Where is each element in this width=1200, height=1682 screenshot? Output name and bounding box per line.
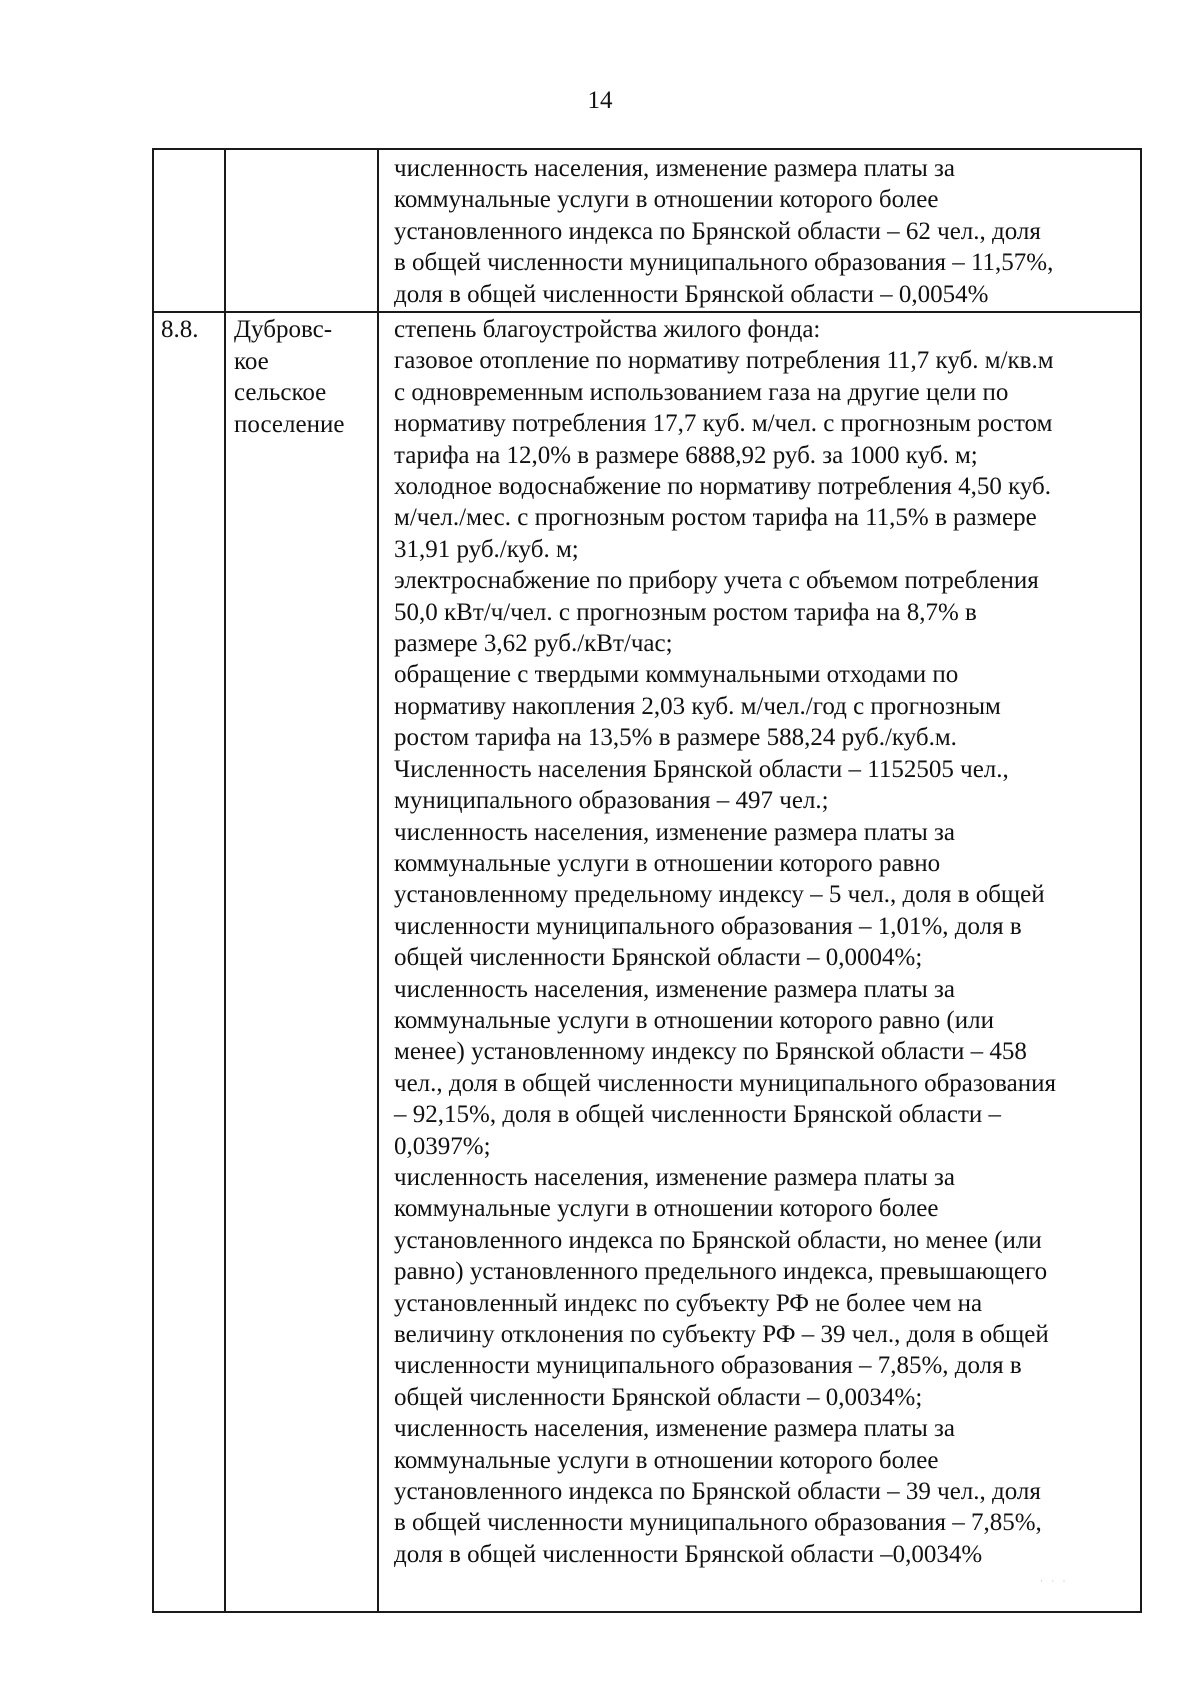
text-line: менее) установленному индексу по Брянской области – 458: [394, 1038, 1027, 1066]
page-number: 14: [587, 87, 613, 114]
text-line: доля в общей численности Брянской области – 0,0054%: [394, 280, 989, 308]
text-line: коммунальные услуги в отношении которого более: [394, 1195, 939, 1223]
text-line: обращение с твердыми коммунальными отходами по: [394, 661, 959, 689]
scan-speck: · · ·: [1040, 1576, 1069, 1586]
text-line: нормативу накопления 2,03 куб. м/чел./год с прогнозным: [394, 692, 1001, 720]
text-line: электроснабжение по прибору учета с объемом потребления: [394, 567, 1039, 595]
text-line: – 92,15%, доля в общей численности Брянской области –: [394, 1101, 1001, 1129]
text-line: газовое отопление по нормативу потребления 11,7 куб. м/кв.м: [394, 347, 1054, 375]
text-line: установленному предельному индексу – 5 чел., доля в общей: [394, 881, 1045, 909]
column-divider: [224, 150, 226, 1611]
name-line: поселение: [234, 410, 345, 438]
text-line: численность населения, изменение размера платы за: [394, 1163, 955, 1191]
text-line: в общей численности муниципального образования – 11,57%,: [394, 249, 1054, 277]
text-line: установленный индекс по субъекту РФ не более чем на: [394, 1289, 983, 1317]
text-line: численности муниципального образования – 1,01%, доля в: [394, 912, 1022, 940]
text-line: равно) установленного предельного индекса, превышающего: [394, 1258, 1048, 1286]
text-line: в общей численности муниципального образования – 7,85%,: [394, 1509, 1042, 1537]
continuation-row-content: [394, 153, 1053, 310]
column-divider: [377, 150, 379, 1611]
text-line: 31,91 руб./куб. м;: [394, 535, 579, 563]
name-line: сельское: [234, 379, 327, 406]
text-line: коммунальные услуги в отношении которого более: [394, 186, 939, 214]
text-line: степень благоустройства жилого фонда:: [394, 316, 821, 343]
text-line: 0,0397%;: [394, 1132, 491, 1160]
text-line: общей численности Брянской области – 0,0034%;: [394, 1383, 923, 1411]
text-line: величину отклонения по субъекту РФ – 39 чел., доля в общей: [394, 1321, 1049, 1348]
text-line: численность населения, изменение размера платы за: [394, 1415, 955, 1443]
text-line: 50,0 кВт/ч/чел. с прогнозным ростом тарифа на 8,7% в: [394, 598, 977, 626]
name-line: кое: [234, 347, 269, 375]
data-table: [152, 148, 1142, 1613]
row-divider: [154, 311, 1140, 313]
text-line: общей численности Брянской области – 0,0004%;: [394, 944, 923, 972]
text-line: коммунальные услуги в отношении которого более: [394, 1446, 939, 1474]
text-line: нормативу потребления 17,7 куб. м/чел. с прогнозным ростом: [394, 410, 1053, 438]
text-line: м/чел./мес. с прогнозным ростом тарифа на 11,5% в размере: [394, 504, 1037, 532]
settlement-description: [394, 314, 1056, 1570]
text-line: тарифа на 12,0% в размере 6888,92 руб. за 1000 куб. м;: [394, 441, 978, 469]
text-line: с одновременным использованием газа на другие цели по: [394, 378, 1009, 406]
text-line: муниципального образования – 497 чел.;: [394, 787, 829, 815]
text-line: ростом тарифа на 13,5% в размере 588,24 руб./куб.м.: [394, 724, 957, 752]
settlement-name: [234, 314, 344, 440]
text-line: холодное водоснабжение по нормативу потребления 4,50 куб.: [394, 473, 1052, 501]
row-number: 8.8.: [161, 316, 199, 343]
text-line: установленного индекса по Брянской области – 39 чел., доля: [394, 1478, 1041, 1506]
text-line: установленного индекса по Брянской области – 62 чел., доля: [394, 217, 1041, 245]
text-line: коммунальные услуги в отношении которого равно (или: [394, 1006, 994, 1034]
text-line: коммунальные услуги в отношении которого равно: [394, 849, 941, 877]
text-line: численность населения, изменение размера платы за: [394, 818, 955, 846]
name-line: Дубровс-: [234, 316, 333, 343]
text-line: размере 3,62 руб./кВт/час;: [394, 630, 673, 658]
text-line: Численность населения Брянской области – 1152505 чел.,: [394, 755, 1009, 783]
text-line: установленного индекса по Брянской области, но менее (или: [394, 1226, 1042, 1254]
text-line: численности муниципального образования – 7,85%, доля в: [394, 1352, 1022, 1380]
text-line: чел., доля в общей численности муниципального образования: [394, 1069, 1056, 1097]
text-line: численность населения, изменение размера платы за: [394, 155, 955, 182]
text-line: численность населения, изменение размера платы за: [394, 975, 955, 1003]
text-line: доля в общей численности Брянской области –0,0034%: [394, 1540, 983, 1568]
